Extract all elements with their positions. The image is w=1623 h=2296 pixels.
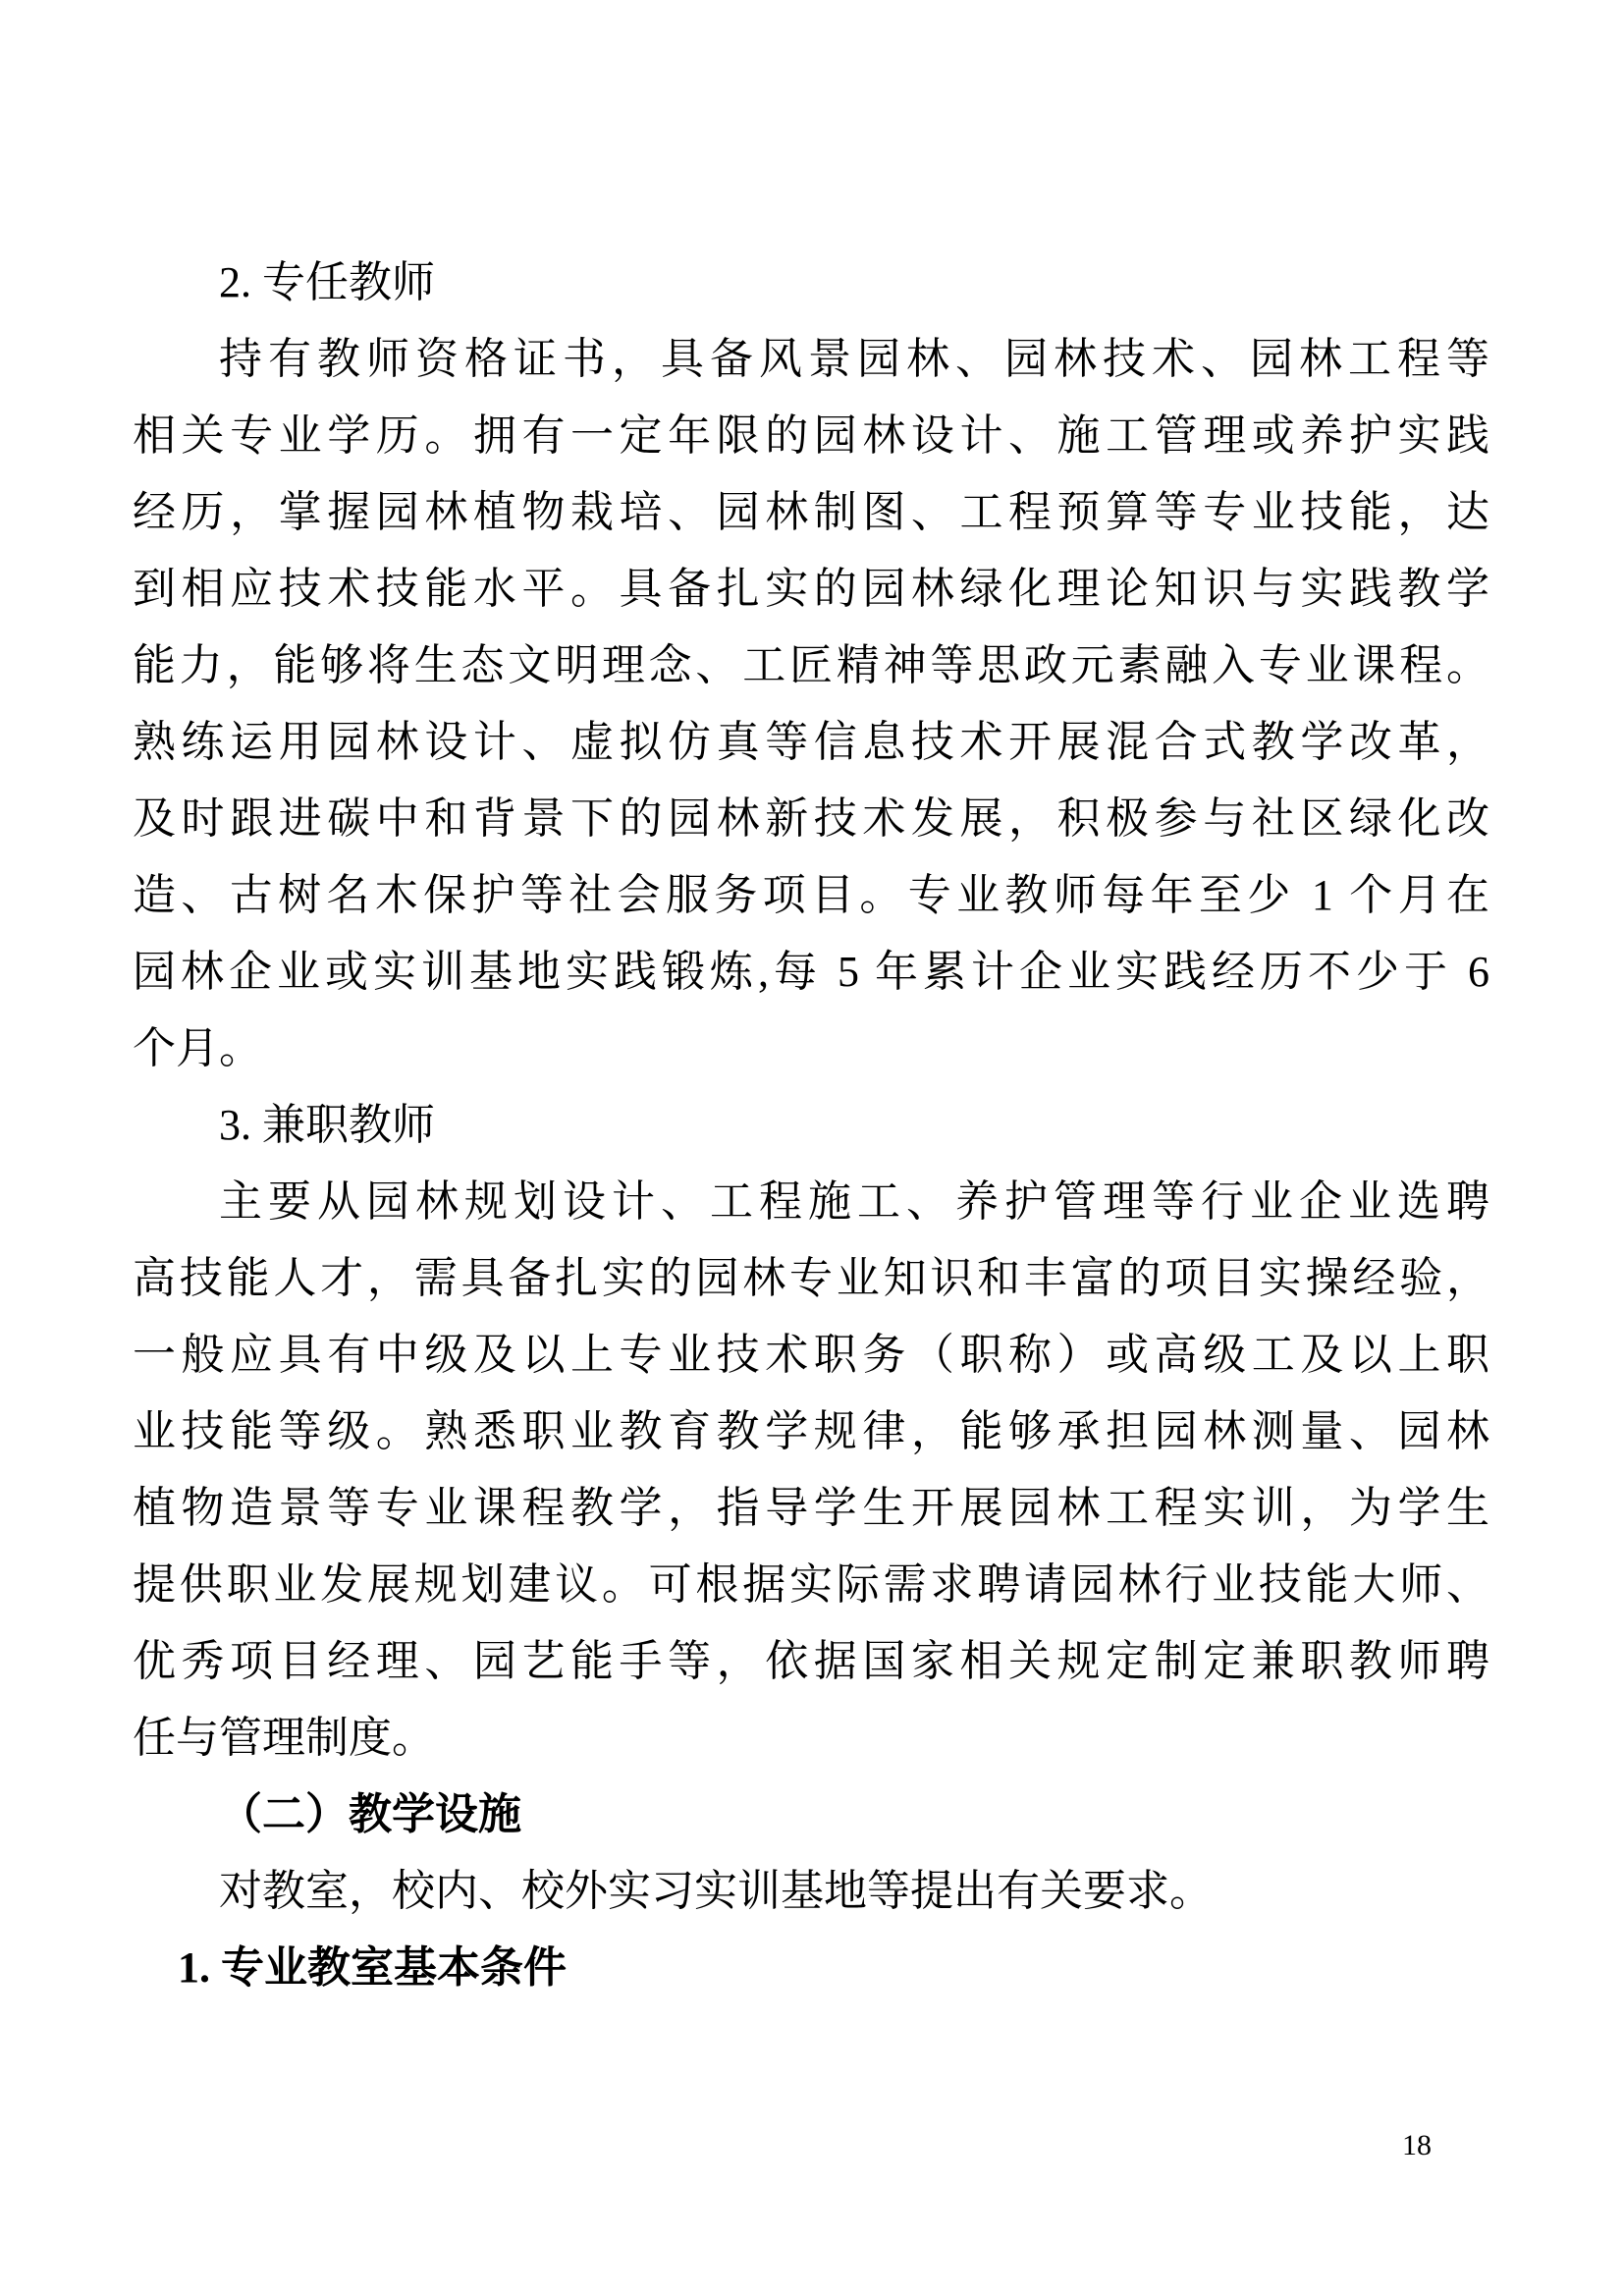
para-fulltime-line-9: 园林企业或实训基地实践锻炼,每 5 年累计企业实践经历不少于 6 [133, 948, 1489, 996]
text-content [133, 245, 1489, 2006]
para-fulltime-line-8: 造、古树名木保护等社会服务项目。专业教师每年至少 1 个月在 [133, 871, 1489, 919]
para-fulltime-line-7: 及时跟进碳中和背景下的园林新技术发展，积极参与社区绿化改 [133, 794, 1489, 843]
para-parttime-line-5: 植物造景等专业课程教学，指导学生开展园林工程实训，为学生 [133, 1484, 1489, 1532]
para-parttime-line-8: 任与管理制度。 [133, 1714, 435, 1762]
heading-classroom-conditions: 1. 专业教室基本条件 [178, 1943, 567, 1992]
para-parttime-line-7: 优秀项目经理、园艺能手等，依据国家相关规定制定兼职教师聘 [133, 1637, 1489, 1685]
para-parttime-line-4: 业技能等级。熟悉职业教育教学规律，能够承担园林测量、园林 [133, 1407, 1489, 1455]
para-fulltime-line-4: 到相应技术技能水平。具备扎实的园林绿化理论知识与实践教学 [133, 565, 1489, 613]
para-fulltime-line-1: 持有教师资格证书，具备风景园林、园林技术、园林工程等 [219, 335, 1489, 383]
para-parttime-line-6: 提供职业发展规划建议。可根据实际需求聘请园林行业技能大师、 [133, 1560, 1489, 1609]
para-fulltime-line-5: 能力，能够将生态文明理念、工匠精神等思政元素融入专业课程。 [133, 641, 1489, 689]
para-parttime-line-1: 主要从园林规划设计、工程施工、养护管理等行业企业选聘 [219, 1177, 1489, 1226]
heading-fulltime-teachers: 2. 专任教师 [219, 258, 435, 306]
para-fulltime-line-10: 个月。 [133, 1024, 262, 1072]
para-fulltime-line-2: 相关专业学历。拥有一定年限的园林设计、施工管理或养护实践 [133, 411, 1489, 460]
para-fulltime-line-3: 经历，掌握园林植物栽培、园林制图、工程预算等专业技能，达 [133, 488, 1489, 536]
heading-parttime-teachers: 3. 兼职教师 [219, 1101, 435, 1149]
para-parttime-line-2: 高技能人才，需具备扎实的园林专业知识和丰富的项目实操经验， [133, 1254, 1489, 1302]
heading-teaching-facilities: （二）教学设施 [219, 1790, 521, 1838]
para-fulltime-line-6: 熟练运用园林设计、虚拟仿真等信息技术开展混合式教学改革， [133, 718, 1489, 766]
page-number: 18 [1402, 2129, 1432, 2161]
para-facilities-intro: 对教室，校内、校外实习实训基地等提出有关要求。 [219, 1867, 1213, 1915]
para-parttime-line-3: 一般应具有中级及以上专业技术职务（职称）或高级工及以上职 [133, 1331, 1489, 1379]
